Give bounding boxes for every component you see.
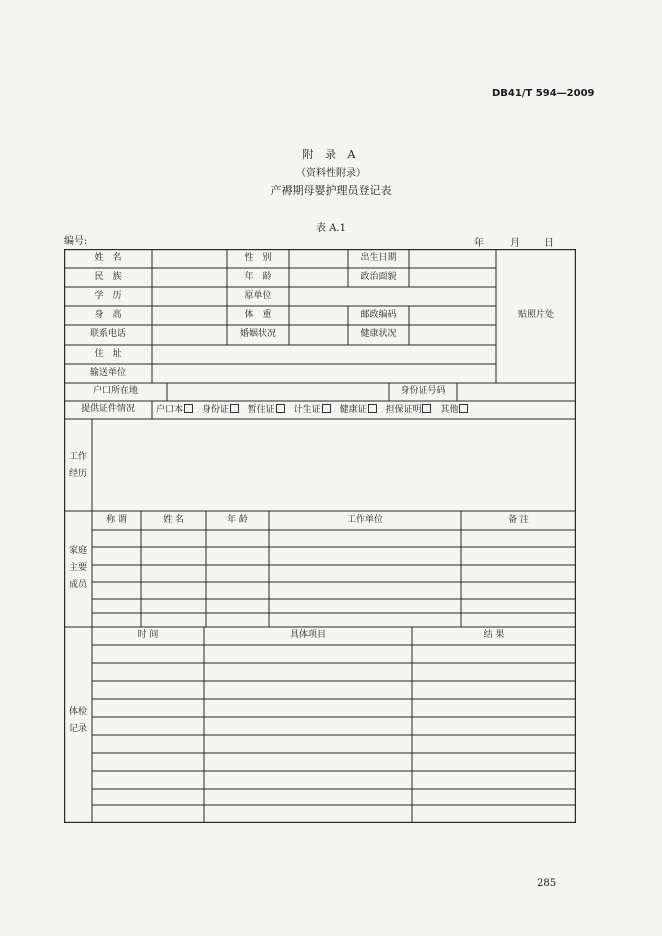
checkbox-icon[interactable] bbox=[422, 404, 431, 413]
label-political-status: 政治面貌 bbox=[360, 272, 397, 282]
label-household-registration: 户口所在地 bbox=[92, 386, 138, 396]
checkbox-icon[interactable] bbox=[322, 404, 331, 413]
registration-form bbox=[64, 249, 576, 823]
date-month-label: 月 bbox=[510, 238, 520, 249]
label-health-status: 健康状况 bbox=[360, 329, 397, 339]
label-sending-unit: 输送单位 bbox=[89, 368, 126, 378]
label-phone: 联系电话 bbox=[89, 329, 126, 339]
photo-placeholder: 贴照片处 bbox=[517, 310, 554, 320]
label-weight: 体 重 bbox=[244, 310, 272, 320]
date-year-label: 年 bbox=[474, 238, 484, 249]
checkbox-icon[interactable] bbox=[368, 404, 377, 413]
work-experience-label: 工作 经历 bbox=[68, 452, 87, 479]
label-marital-status: 婚姻状况 bbox=[239, 329, 276, 339]
table-label: 表 A.1 bbox=[316, 223, 346, 234]
checkbox-icon[interactable] bbox=[230, 404, 239, 413]
certificate-health[interactable]: 健康证 bbox=[340, 404, 383, 416]
family-header-workplace: 工作单位 bbox=[346, 515, 383, 525]
family-members-label: 家庭 主要 成员 bbox=[68, 546, 87, 590]
certificate-family-planning[interactable]: 计生证 bbox=[294, 404, 337, 416]
label-birth-date: 出生日期 bbox=[360, 253, 397, 263]
label-age: 年 龄 bbox=[244, 272, 272, 282]
certificate-guarantee[interactable]: 担保证明 bbox=[385, 404, 437, 416]
certificate-residence-permit[interactable]: 暂住证 bbox=[248, 404, 291, 416]
label-name: 姓 名 bbox=[94, 253, 122, 263]
label-education: 学 历 bbox=[94, 291, 122, 301]
checkbox-icon[interactable] bbox=[459, 404, 468, 413]
serial-number-label: 编号: bbox=[64, 236, 88, 247]
page-number: 285 bbox=[537, 878, 557, 889]
document-code: DB41/T 594—2009 bbox=[492, 88, 595, 99]
family-header-relation: 称 谓 bbox=[106, 515, 127, 525]
label-ethnicity: 民 族 bbox=[94, 272, 122, 282]
certificate-options bbox=[156, 404, 474, 416]
label-certificates: 提供证件情况 bbox=[80, 404, 135, 414]
family-header-name: 姓 名 bbox=[163, 515, 184, 525]
certificate-id-card[interactable]: 身份证 bbox=[202, 404, 245, 416]
appendix-type: （资料性附录） bbox=[296, 168, 366, 179]
form-title: 产褥期母婴护理员登记表 bbox=[270, 184, 392, 197]
label-postcode: 邮政编码 bbox=[360, 310, 397, 320]
label-gender: 性 别 bbox=[244, 253, 272, 263]
appendix-heading: 附 录 A bbox=[302, 148, 360, 161]
exam-header-time: 时 间 bbox=[137, 630, 159, 640]
checkbox-icon[interactable] bbox=[184, 404, 193, 413]
family-header-age: 年 龄 bbox=[227, 515, 248, 525]
certificate-other[interactable]: 其他 bbox=[440, 404, 474, 416]
family-header-remarks: 备 注 bbox=[508, 515, 529, 525]
label-address: 住 址 bbox=[94, 349, 122, 359]
label-height: 身 高 bbox=[94, 310, 122, 320]
label-id-number: 身份证号码 bbox=[400, 386, 446, 396]
exam-header-items: 具体项目 bbox=[289, 630, 326, 640]
certificate-hukou[interactable]: 户口本 bbox=[156, 404, 199, 416]
checkbox-icon[interactable] bbox=[276, 404, 285, 413]
physical-exam-label: 体检 记录 bbox=[68, 707, 87, 734]
exam-header-result: 结 果 bbox=[483, 630, 505, 640]
date-day-label: 日 bbox=[544, 238, 554, 249]
label-original-unit: 原单位 bbox=[244, 291, 272, 301]
